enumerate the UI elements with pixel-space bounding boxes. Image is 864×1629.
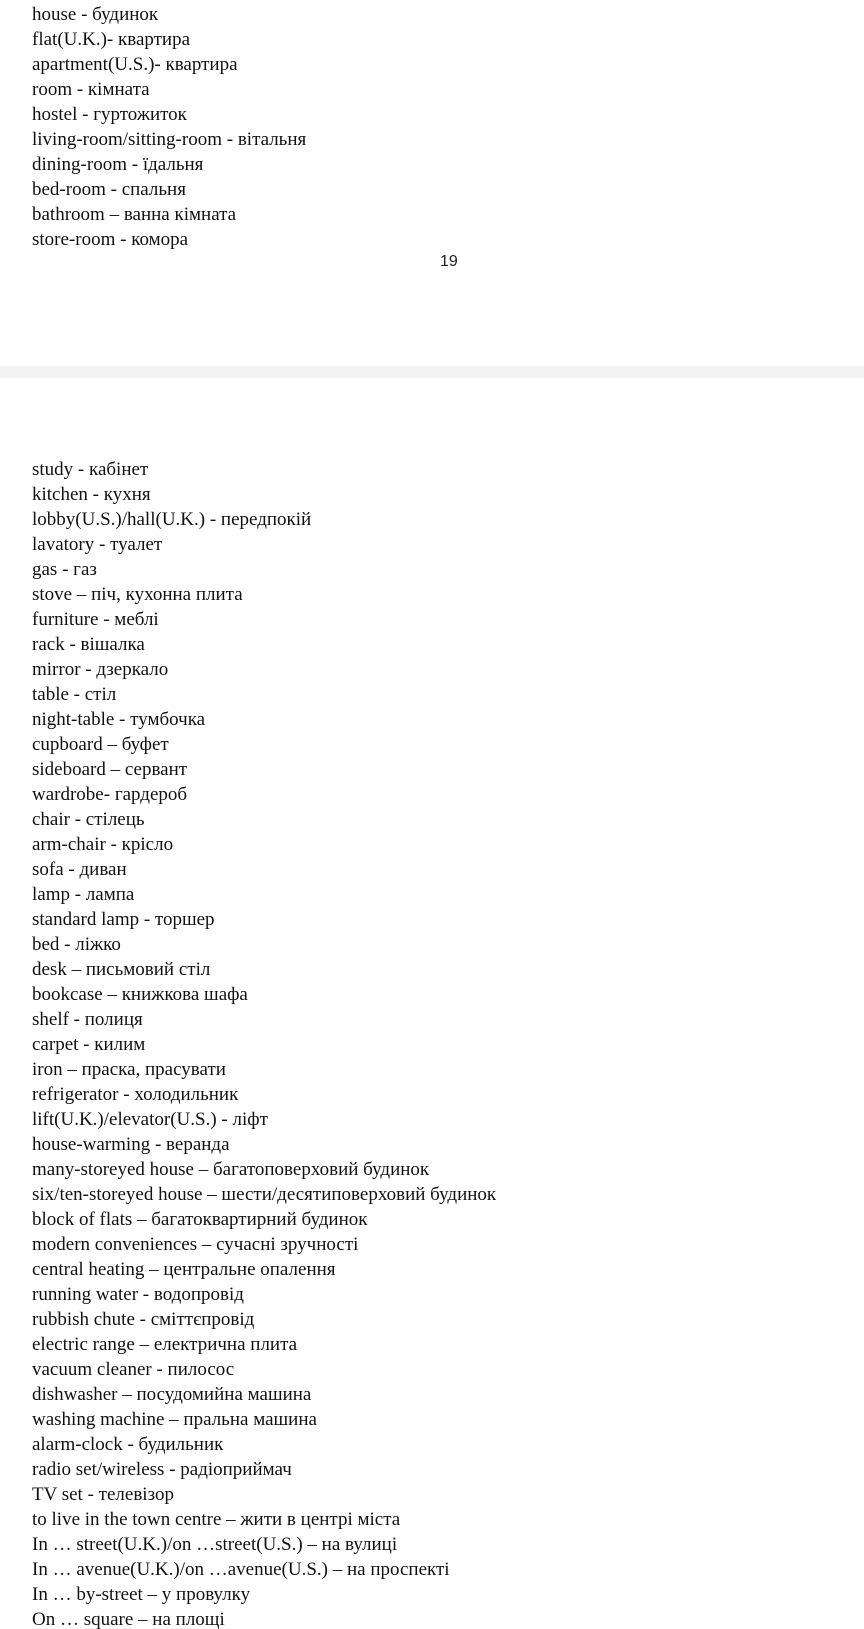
vocabulary-entry: dishwasher – посудомийна машина bbox=[32, 1384, 312, 1405]
vocabulary-entry: On … square – на площі bbox=[32, 1609, 225, 1629]
vocabulary-entry: refrigerator - холодильник bbox=[32, 1084, 239, 1105]
vocabulary-entry: living-room/sitting-room - вітальня bbox=[32, 129, 307, 150]
vocabulary-entry: running water - водопровід bbox=[32, 1284, 244, 1305]
vocabulary-list-bottom bbox=[32, 457, 496, 1629]
vocabulary-entry: iron – праска, прасувати bbox=[32, 1059, 226, 1080]
vocabulary-entry: carpet - килим bbox=[32, 1034, 146, 1055]
vocabulary-entry: lamp - лампа bbox=[32, 884, 135, 905]
vocabulary-entry: apartment(U.S.)- квартира bbox=[32, 54, 238, 75]
document-page-top bbox=[0, 0, 864, 366]
vocabulary-entry: bed - ліжко bbox=[32, 934, 121, 955]
vocabulary-entry: sofa - диван bbox=[32, 859, 127, 880]
page-number: 19 bbox=[440, 253, 458, 270]
vocabulary-entry: bathroom – ванна кімната bbox=[32, 204, 237, 225]
vocabulary-entry: room - кімната bbox=[32, 79, 150, 100]
vocabulary-entry: dining-room - їдальня bbox=[32, 154, 204, 175]
vocabulary-entry: electric range – електрична плита bbox=[32, 1334, 298, 1355]
vocabulary-entry: six/ten-storeyed house – шести/десятиповерховий будинок bbox=[32, 1184, 497, 1205]
vocabulary-entry: bed-room - спальня bbox=[32, 179, 186, 200]
vocabulary-entry: to live in the town centre – жити в центрі міста bbox=[32, 1509, 401, 1530]
vocabulary-entry: lavatory - туалет bbox=[32, 534, 163, 555]
vocabulary-entry: In … avenue(U.K.)/on …avenue(U.S.) – на проспекті bbox=[32, 1559, 450, 1580]
vocabulary-entry: mirror - дзеркало bbox=[32, 659, 169, 680]
vocabulary-entry: table - стіл bbox=[32, 684, 117, 705]
vocabulary-entry: wardrobe- гардероб bbox=[32, 784, 188, 805]
vocabulary-entry: house - будинок bbox=[32, 4, 159, 25]
vocabulary-entry: block of flats – багатоквартирний будинок bbox=[32, 1209, 368, 1230]
document-page-bottom bbox=[0, 378, 864, 1629]
vocabulary-entry: chair - стілець bbox=[32, 809, 145, 830]
vocabulary-entry: gas - газ bbox=[32, 559, 97, 580]
vocabulary-entry: study - кабінет bbox=[32, 459, 149, 480]
vocabulary-entry: stove – піч, кухонна плита bbox=[32, 584, 243, 605]
vocabulary-entry: flat(U.K.)- квартира bbox=[32, 29, 191, 50]
vocabulary-entry: many-storeyed house – багатоповерховий будинок bbox=[32, 1159, 430, 1180]
vocabulary-entry: alarm-clock - будильник bbox=[32, 1434, 224, 1455]
vocabulary-entry: bookcase – книжкова шафа bbox=[32, 984, 248, 1005]
vocabulary-entry: arm-chair - крісло bbox=[32, 834, 174, 855]
vocabulary-entry: rack - вішалка bbox=[32, 634, 145, 655]
vocabulary-entry: In … street(U.K.)/on …street(U.S.) – на вулиці bbox=[32, 1534, 398, 1555]
vocabulary-entry: kitchen - кухня bbox=[32, 484, 151, 505]
vocabulary-entry: rubbish chute - сміттєпровід bbox=[32, 1309, 255, 1330]
vocabulary-entry: lobby(U.S.)/hall(U.K.) - передпокій bbox=[32, 509, 312, 530]
page-separator bbox=[0, 366, 864, 378]
vocabulary-entry: house-warming - веранда bbox=[32, 1134, 230, 1155]
vocabulary-entry: desk – письмовий стіл bbox=[32, 959, 211, 980]
vocabulary-entry: night-table - тумбочка bbox=[32, 709, 206, 730]
vocabulary-entry: hostel - гуртожиток bbox=[32, 104, 187, 125]
vocabulary-entry: furniture - меблі bbox=[32, 609, 159, 630]
vocabulary-entry: modern conveniences – сучасні зручності bbox=[32, 1234, 359, 1255]
vocabulary-entry: standard lamp - торшер bbox=[32, 909, 215, 930]
vocabulary-entry: cupboard – буфет bbox=[32, 734, 169, 755]
vocabulary-entry: radio set/wireless - радіоприймач bbox=[32, 1459, 292, 1480]
vocabulary-entry: lift(U.K.)/elevator(U.S.) - ліфт bbox=[32, 1109, 268, 1130]
vocabulary-entry: store-room - комора bbox=[32, 229, 189, 250]
vocabulary-list-top bbox=[32, 2, 306, 252]
vocabulary-entry: shelf - полиця bbox=[32, 1009, 143, 1030]
vocabulary-entry: TV set - телевізор bbox=[32, 1484, 174, 1505]
vocabulary-entry: central heating – центральне опалення bbox=[32, 1259, 336, 1280]
vocabulary-entry: sideboard – сервант bbox=[32, 759, 188, 780]
vocabulary-entry: vacuum cleaner - пилосос bbox=[32, 1359, 235, 1380]
vocabulary-entry: In … by-street – у провулку bbox=[32, 1584, 251, 1605]
vocabulary-entry: washing machine – пральна машина bbox=[32, 1409, 317, 1430]
